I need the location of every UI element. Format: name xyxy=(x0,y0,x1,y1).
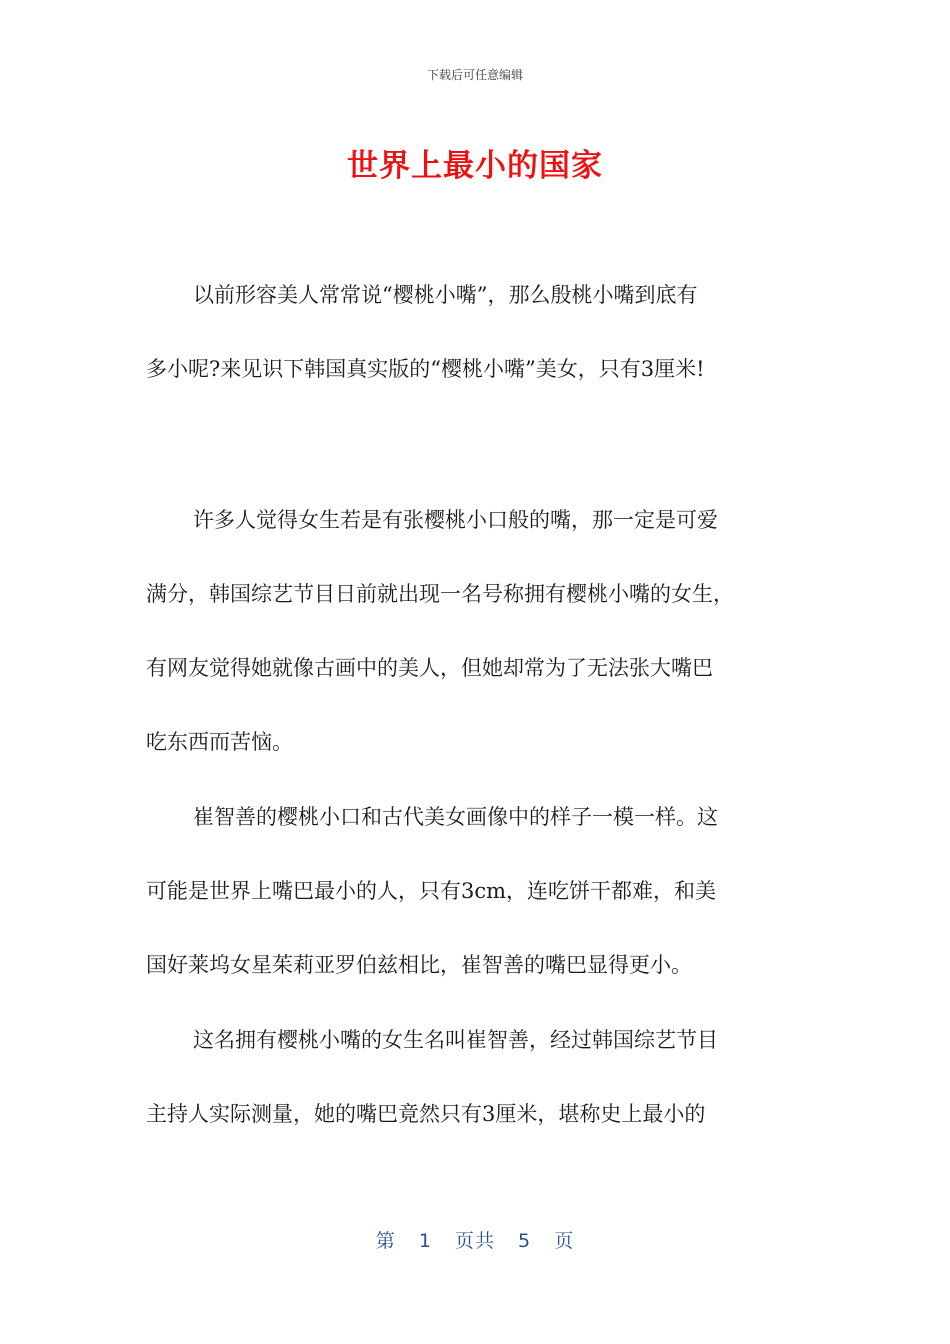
footer-total-pages: 5 xyxy=(518,1230,532,1252)
paragraph-4 xyxy=(146,1003,806,1151)
paragraph-line: 吃东西而苦恼。 xyxy=(146,730,293,754)
paragraph-line: 这名拥有樱桃小嘴的女生名叫崔智善，经过韩国综艺节目 xyxy=(193,1028,718,1052)
paragraph-line: 以前形容美人常常说“樱桃小嘴”，那么殷桃小嘴到底有 xyxy=(193,283,698,307)
paragraph-line: 崔智善的樱桃小口和古代美女画像中的样子一模一样。这 xyxy=(193,805,718,829)
footer-middle: 页共 xyxy=(454,1230,495,1252)
paragraph-line: 多小呢?来见识下韩国真实版的“樱桃小嘴”美女，只有3厘米! xyxy=(146,357,705,381)
header-note: 下载后可任意编辑 xyxy=(426,68,523,82)
paragraph-line: 主持人实际测量，她的嘴巴竟然只有3厘米，堪称史上最小的 xyxy=(146,1102,706,1126)
footer-current-page: 1 xyxy=(418,1230,432,1252)
paragraph-line: 许多人觉得女生若是有张樱桃小口般的嘴，那一定是可爱 xyxy=(193,508,718,532)
paragraph-2 xyxy=(146,483,806,779)
paragraph-line: 有网友觉得她就像古画中的美人，但她却常为了无法张大嘴巴 xyxy=(146,656,713,680)
document-title: 世界上最小的国家 xyxy=(347,148,603,184)
paragraph-3 xyxy=(146,780,806,1002)
page-footer xyxy=(0,1226,950,1253)
footer-suffix: 页 xyxy=(554,1230,575,1252)
footer-prefix: 第 xyxy=(375,1230,396,1252)
paragraph-1 xyxy=(146,258,806,406)
paragraph-line: 可能是世界上嘴巴最小的人，只有3cm，连吃饼干都难，和美 xyxy=(146,879,717,903)
paragraph-line: 国好莱坞女星茱莉亚罗伯兹相比，崔智善的嘴巴显得更小。 xyxy=(146,953,692,977)
paragraph-line: 满分，韩国综艺节目日前就出现一名号称拥有樱桃小嘴的女生， xyxy=(146,582,734,606)
